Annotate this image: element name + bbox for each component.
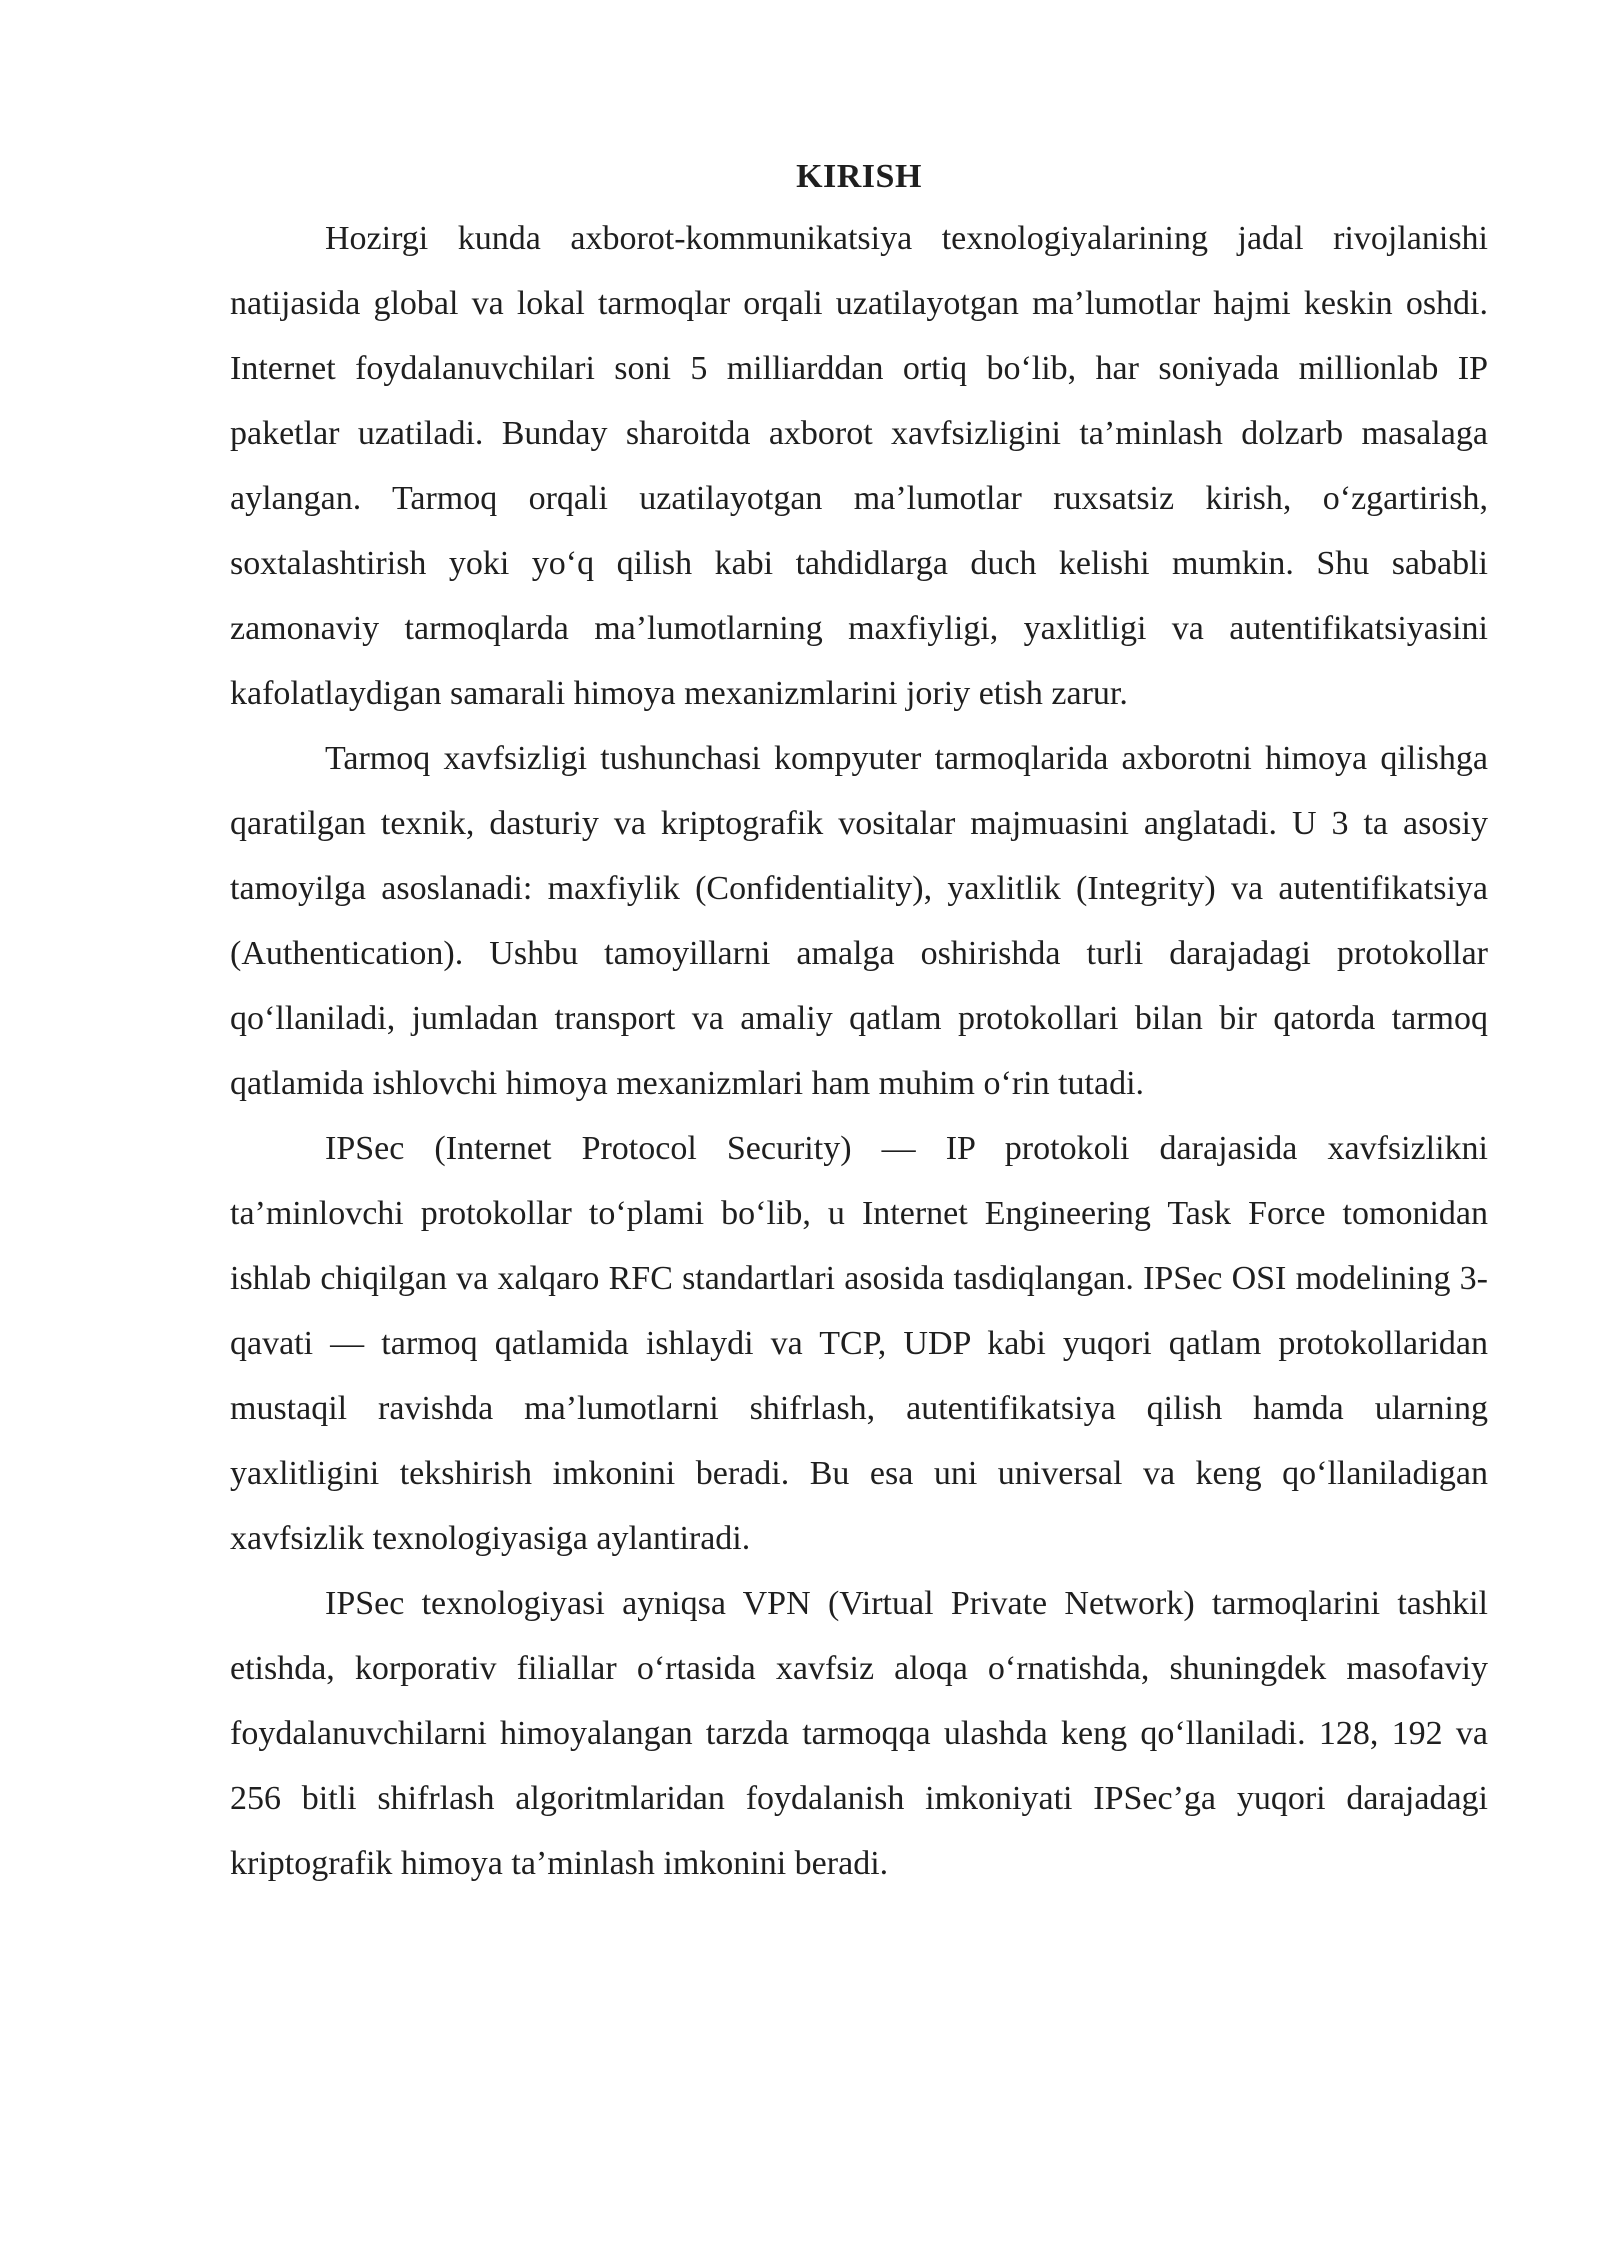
paragraph-2: Tarmoq xavfsizligi tushunchasi kompyuter tarmoqlarida axborotni himoya qilishga qaratilgan texnik, dasturiy va kriptografik vositalar majmuasini anglatadi. U 3 ta asosiy tamoyilga asoslanadi: maxfiylik (Confidentiality), yaxlitlik (Integrity) va autentifikatsiya (Authentication). Ushbu tamoyillarni amalga oshirishda turli darajadagi protokollar qo‘llaniladi, jumladan transport va amaliy qatlam protokollari bilan bir qatorda tarmoq qatlamida ishlovchi himoya mexanizmlari ham muhim o‘rin tutadi. [230, 740, 1488, 1102]
page-title: KIRISH [796, 158, 922, 195]
paragraph-1: Hozirgi kunda axborot-kommunikatsiya texnologiyalarining jadal rivojlanishi natijasida global va lokal tarmoqlar orqali uzatilayotgan ma’lumotlar hajmi keskin oshdi. Internet foydalanuvchilari soni 5 milliarddan ortiq bo‘lib, har soniyada millionlab IP paketlar uzatiladi. Bunday sharoitda axborot xavfsizligini ta’minlash dolzarb masalaga aylangan. Tarmoq orqali uzatilayotgan ma’lumotlar ruxsatsiz kirish, o‘zgartirish, soxtalashtirish yoki yo‘q qilish kabi tahdidlarga duch kelishi mumkin. Shu sababli zamonaviy tarmoqlarda ma’lumotlarning maxfiyligi, yaxlitligi va autentifikatsiyasini kafolatlaydigan samarali himoya mexanizmlarini joriy etish zarur. [230, 220, 1488, 712]
paragraph-4: IPSec texnologiyasi ayniqsa VPN (Virtual Private Network) tarmoqlarini tashkil etishda, korporativ filiallar o‘rtasida xavfsiz aloqa o‘rnatishda, shuningdek masofaviy foydalanuvchilarni himoyalangan tarzda tarmoqqa ulashda keng qo‘llaniladi. 128, 192 va 256 bitli shifrlash algoritmlaridan foydalanish imkoniyati IPSec’ga yuqori darajadagi kriptografik himoya ta’minlash imkonini beradi. [230, 1585, 1488, 1882]
paragraph-3: IPSec (Internet Protocol Security) — IP protokoli darajasida xavfsizlikni ta’minlovchi protokollar to‘plami bo‘lib, u Internet Engineering Task Force tomonidan ishlab chiqilgan va xalqaro RFC standartlari asosida tasdiqlangan. IPSec OSI modelining 3-qavati — tarmoq qatlamida ishlaydi va TCP, UDP kabi yuqori qatlam protokollaridan mustaqil ravishda ma’lumotlarni shifrlash, autentifikatsiya qilish hamda ularning yaxlitligini tekshirish imkonini beradi. Bu esa uni universal va keng qo‘llaniladigan xavfsizlik texnologiyasiga aylantiradi. [230, 1130, 1488, 1557]
